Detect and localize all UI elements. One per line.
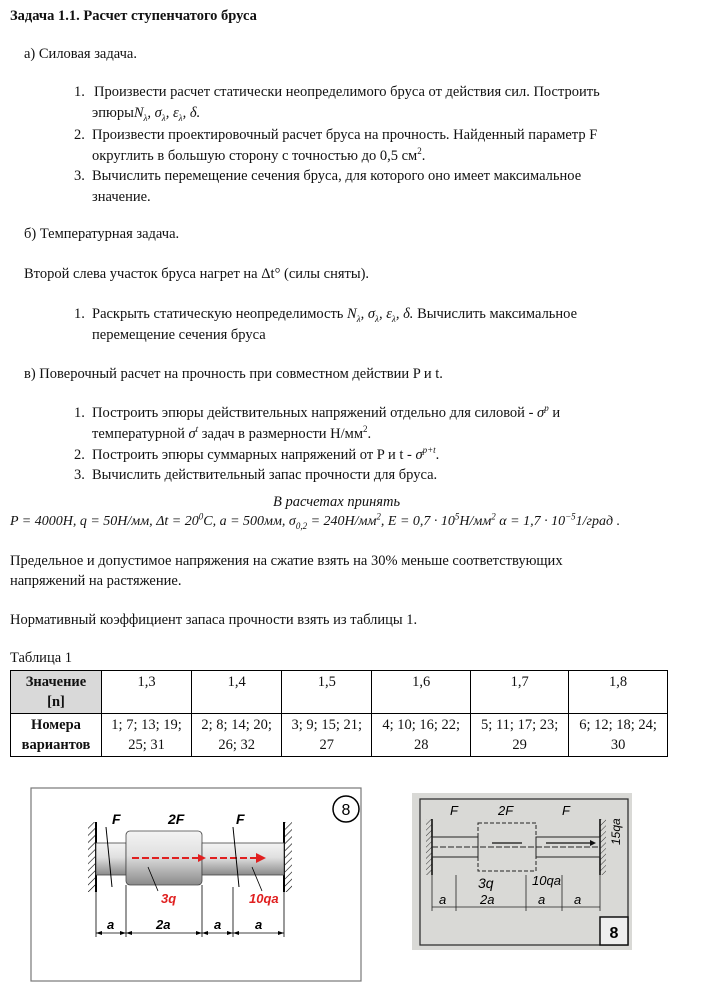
variant-number: 8 xyxy=(341,802,351,819)
table-row xyxy=(11,671,668,714)
table-cell: 1,7 xyxy=(471,671,569,714)
c-item-1-units: задач в размерности Н/мм xyxy=(201,426,364,442)
cell-l2: 27 xyxy=(319,737,335,753)
section-b-heading: б) Температурная задача. xyxy=(24,226,180,242)
note-safety-factor: Нормативный коэффициент запаса прочности взять из таблицы 1. xyxy=(10,612,418,628)
table-cell: 1,4 xyxy=(192,671,282,714)
cell-l1: 6; 12; 18; 24; xyxy=(579,717,657,733)
c-item-1-temp: температурной xyxy=(92,426,185,442)
table-cell xyxy=(102,714,192,757)
label-10qa: 10qa xyxy=(532,873,561,888)
left-wall xyxy=(426,819,432,875)
param-alpha-exp: −5 xyxy=(565,511,576,522)
a-item-2-number: 2. xyxy=(74,127,85,143)
param-e-unit: H/мм xyxy=(459,514,492,529)
note-compression-line2: напряжений на растяжение. xyxy=(10,573,182,589)
label-f3: F xyxy=(562,803,570,818)
cell-l2: 26; 32 xyxy=(218,737,255,753)
table-header-value xyxy=(11,671,102,714)
left-wall xyxy=(88,822,96,892)
sigma-p: $\sigma^p$ xyxy=(537,403,549,421)
param-dt-unit: C, xyxy=(203,514,217,529)
c-item-1-line1 xyxy=(92,405,560,422)
b-item-1-line1 xyxy=(92,306,577,323)
formula-b: $N_\lambda$, $\sigma_\lambda$, $\varepsilon_\lambda$, δ. xyxy=(347,306,414,324)
c-item-2-number: 2. xyxy=(74,447,85,463)
b-item-1-line2: перемещение сечения бруса xyxy=(92,327,266,343)
formula-n-sigma-eps-delta: $N_\lambda$, $\sigma_\lambda$, $\varepsilon_\lambda$, δ. xyxy=(133,105,201,123)
a-item-3-number: 3. xyxy=(74,168,85,184)
a-item-2-line2: округлить в большую сторону с точностью до 0,5 $см^2$. xyxy=(92,146,426,164)
c-item-2-text: Построить эпюры суммарных напряжений от P и t - xyxy=(92,447,412,463)
sigma-pt: $\sigma^{p+t}$ xyxy=(415,445,436,463)
param-sigma-val: = 240H/мм xyxy=(310,514,377,529)
dim-a3: a xyxy=(574,892,582,907)
bar-diagram-left xyxy=(30,787,363,982)
cell-l2: 29 xyxy=(512,737,527,753)
section-a-heading: а) Силовая задача. xyxy=(24,46,137,62)
a-item-3-line1: Вычислить перемещение сечения бруса, для которого оно имеет максимальное xyxy=(92,168,582,184)
table-cell xyxy=(569,714,668,757)
table-cell xyxy=(471,714,569,757)
params-line: P = 4000H, q = 50H/мм, $\Delta t = 20^0C$, a = 500мм, $\sigma_{0,2} = 240H/мм^2$, $E = 0,7 \cdot 10^5H/мм^2$ $\alpha = 1,7 \cdot 10^{-5}1$/град . xyxy=(10,511,621,531)
param-dt: Δt = 20 xyxy=(156,514,199,529)
table-row xyxy=(11,714,668,757)
param-e: E = 0,7 · 10 xyxy=(387,514,455,529)
a-item-1-number: 1. xyxy=(74,84,85,100)
label-f1: F xyxy=(112,811,121,827)
dim-2a: 2a xyxy=(156,917,171,932)
table-cell xyxy=(282,714,372,757)
cell-l1: 4; 10; 16; 22; xyxy=(382,717,461,733)
bar-diagram-right xyxy=(412,793,632,950)
label-10qa: 10qa xyxy=(249,891,279,906)
label-2f: 2F xyxy=(168,811,185,827)
safety-factor-table xyxy=(10,670,668,757)
table-cell: 1,5 xyxy=(282,671,372,714)
header-variants-l1: Номера xyxy=(31,717,81,733)
table-cell xyxy=(192,714,282,757)
label-f1: F xyxy=(450,803,458,818)
section-b-text: Второй слева участок бруса нагрет на Δt° (силы сняты). xyxy=(24,266,370,282)
cell-l1: 2; 8; 14; 20; xyxy=(201,717,272,733)
variant-number: 8 xyxy=(609,925,619,942)
cell-l2: 28 xyxy=(413,737,429,753)
param-a: a = 500мм, xyxy=(219,514,286,529)
cell-l1: 5; 11; 17; 23; xyxy=(481,717,559,733)
header-variants-l2: вариантов xyxy=(21,737,91,753)
a-item-3-line2: значение. xyxy=(92,189,151,205)
section-c-heading: в) Поверочный расчет на прочность при совместном действии P и t. xyxy=(24,366,443,382)
table-cell: 1,3 xyxy=(102,671,192,714)
a-item-2-line1: Произвести проектировочный расчет бруса на прочность. Найденный параметр F xyxy=(92,127,598,143)
dim-a1: a xyxy=(107,917,115,932)
page-title: Задача 1.1. Расчет ступенчатого бруса xyxy=(10,8,257,24)
dim-a2: a xyxy=(214,917,222,932)
b-item-1-text: Раскрыть статическую неопределимость xyxy=(92,306,344,322)
label-2f: 2F xyxy=(498,803,514,818)
label-3q: 3q xyxy=(478,875,494,891)
a-item-2-text: округлить в большую сторону с точностью до 0,5 см xyxy=(92,148,418,164)
param-alpha-unit: 1/град . xyxy=(575,514,621,529)
table-cell xyxy=(372,714,471,757)
dim-a2: a xyxy=(538,892,546,907)
c-item-3-number: 3. xyxy=(74,467,85,483)
table-caption: Таблица 1 xyxy=(10,650,73,666)
header-value-l1: Значение xyxy=(25,674,87,690)
right-wall xyxy=(284,822,292,892)
b-item-1-text-b: Вычислить максимальное xyxy=(417,306,578,322)
param-sigma-sub: 0,2 xyxy=(295,520,308,531)
a-item-1-epury: эпюры xyxy=(92,105,134,121)
c-item-1-line2: температурной $\sigma^t$ задач в размерности $Н/мм^2$. xyxy=(92,424,372,442)
c-item-2-line1: Построить эпюры суммарных напряжений от P и t - $\sigma^{p+t}$. xyxy=(92,445,440,463)
table-cell: 1,8 xyxy=(569,671,668,714)
dim-2a: 2a xyxy=(480,892,495,907)
cell-l2: 25; 31 xyxy=(128,737,165,753)
label-3q: 3q xyxy=(161,891,177,906)
dim-a3: a xyxy=(255,917,263,932)
c-item-1-text: Построить эпюры действительных напряжений отдельно для силовой - xyxy=(92,405,534,421)
right-wall xyxy=(600,819,606,875)
param-alpha: α = 1,7 · 10 xyxy=(499,514,566,529)
c-item-1-number: 1. xyxy=(74,405,85,421)
b-item-1-number: 1. xyxy=(74,306,85,322)
param-sigma: σ xyxy=(288,514,296,529)
param-p: P = 4000H, xyxy=(10,514,77,529)
cell-l1: 3; 9; 15; 21; xyxy=(291,717,363,733)
table-cell: 1,6 xyxy=(372,671,471,714)
cell-l1: 1; 7; 13; 19; xyxy=(111,717,182,733)
a-item-1-line2 xyxy=(92,105,200,122)
shaft-left xyxy=(96,843,126,875)
c-item-1-and: и xyxy=(552,405,561,421)
table-header-variants xyxy=(11,714,102,757)
cell-l2: 30 xyxy=(610,737,626,753)
a-item-1-line1: Произвести расчет статически неопределимого бруса от действия сил. Построить xyxy=(94,84,600,100)
param-e-exp: 5 xyxy=(454,511,460,522)
note-compression-line1: Предельное и допустимое напряжения на сжатие взять на 30% меньше соответствующих xyxy=(10,553,563,569)
c-item-3-line1: Вычислить действительный запас прочности для бруса. xyxy=(92,467,438,483)
label-f3: F xyxy=(236,811,245,827)
dim-a1: a xyxy=(439,892,447,907)
param-q: q = 50H/мм, xyxy=(79,514,153,529)
label-15qa: 15qa xyxy=(609,818,623,845)
sigma-t: $\sigma^t$ xyxy=(188,424,199,442)
accept-label: В расчетах принять xyxy=(273,494,401,510)
header-value-l2: [n] xyxy=(47,694,65,710)
